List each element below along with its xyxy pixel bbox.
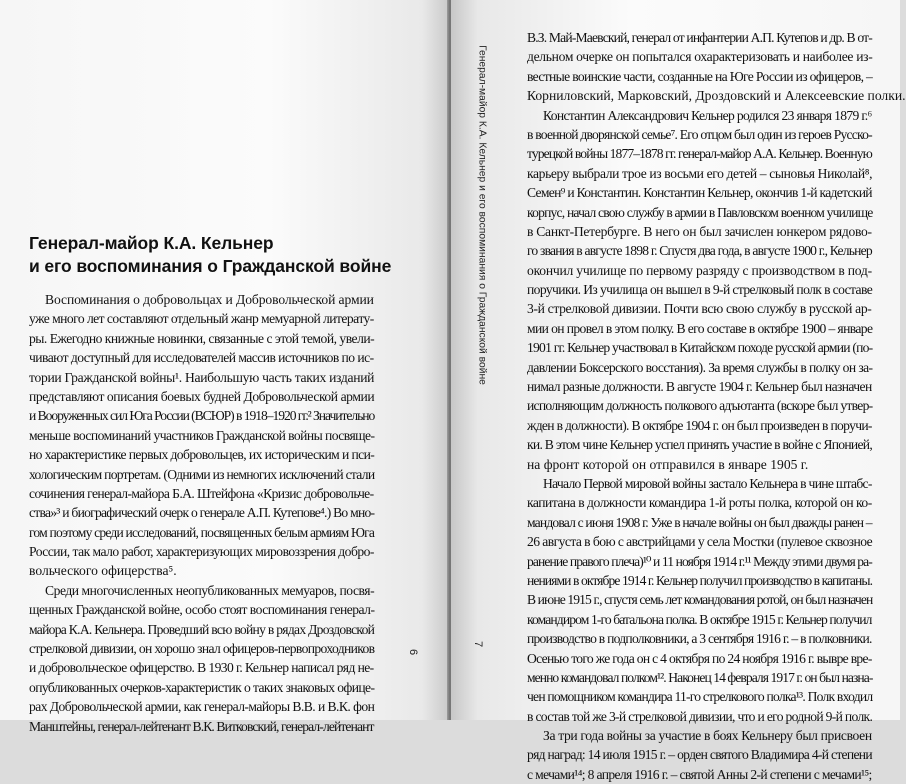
text-line: карьеру выбрали трое из восьми его детей – сыновья Николай⁸, xyxy=(527,165,873,181)
text-line: ства»³ и биографический очерк о генерале А.П. Кутепове⁴.) Во мно- xyxy=(29,505,375,521)
text-line: на фронт которой он отправился в январе 1905 г. xyxy=(527,456,809,472)
text-line: турецкой войны 1877–1878 гг. генерал-майор А.А. Кельнер. Военную xyxy=(527,146,872,162)
text-line: Константин Александрович Кельнер родился 23 января 1879 г.⁶ xyxy=(543,107,872,123)
page-number-left: 6 xyxy=(407,648,420,656)
text-line: чивают доступный для исследователей массив источников по ис- xyxy=(29,350,374,366)
text-line: В июне 1915 г., спустя семь лет командования ротой, он был назначен xyxy=(527,592,873,608)
text-line: командиром 1-го батальона полка. В октябре 1915 г. Кельнер получил xyxy=(527,611,872,627)
text-line: ранение правого плеча)¹⁰ и 11 ноября 1914 г.¹¹ Между этими двумя ра- xyxy=(527,553,872,569)
text-line: мандовал с июня 1908 г. Уже в начале войны он был дважды ранен – xyxy=(527,514,872,530)
text-line: Семен⁹ и Константин. Константин Кельнер, окончив 1-й кадетский xyxy=(527,185,872,201)
left-page xyxy=(0,0,449,734)
chapter-heading-line-2: и его воспоминания о Гражданской войне xyxy=(29,256,392,276)
running-head xyxy=(475,45,489,385)
text-line: менно командовал полком¹². Наконец 14 февраля 1917 г. он был назна- xyxy=(527,669,873,685)
text-line: нимал разные должности. В августе 1904 г. Кельнер был назначен xyxy=(527,379,872,395)
text-line: Корниловский, Марковский, Дроздовский и Алексеевские полки. xyxy=(527,88,906,104)
text-line: и добровольческое офицерство. В 1930 г. Кельнер написал ряд не- xyxy=(29,660,374,676)
text-line: тории Гражданской войны¹. Наибольшую часть таких изданий xyxy=(29,369,375,385)
text-line: окончил училище по первому разряду с производством в под- xyxy=(527,262,872,278)
text-line: В.З. Май-Маевский, генерал от инфантерии А.П. Кутепов и др. В от- xyxy=(527,30,872,45)
text-line: мии он провел в этом полку. В его составе в октябре 1900 – январе xyxy=(527,320,873,336)
text-line: меньше воспоминаний участников Гражданской войны посвяще- xyxy=(29,427,375,443)
text-line: За три года войны за участие в боях Кельнеру был присвоен xyxy=(543,728,872,744)
text-line: вольческого офицерства⁵. xyxy=(29,563,177,579)
text-line: Воспоминания о добровольцах и Добровольческой армии xyxy=(45,292,374,307)
text-line: ки. В этом чине Кельнер успел принять участие в войне с Японией, xyxy=(527,437,872,453)
text-line: гом поэтому среди исследований, посвященных белым армиям Юга xyxy=(29,524,375,540)
right-page xyxy=(451,0,906,782)
text-line: рах Добровольческой армии, как генерал-майоры В.В. и В.К. фон xyxy=(29,699,375,715)
text-line: уже много лет составляют отдельный жанр мемуарной литерату- xyxy=(29,311,374,327)
text-line: капитана в должности командира 1-й роты полка, которой он ко- xyxy=(527,495,872,511)
text-line: с мечами¹⁴; 8 апреля 1916 г. – святой Анны 2-й степени с мечами¹⁵; xyxy=(527,766,872,782)
text-line: 1901 гг. Кельнер участвовал в Китайском походе русской армии (по- xyxy=(527,340,873,356)
text-line: дельном очерке он попытался охарактеризовать и наиболее из- xyxy=(527,49,873,65)
text-line: в Санкт-Петербурге. В него он был зачислен юнкером рядово- xyxy=(527,223,872,239)
chapter-heading xyxy=(29,232,429,278)
text-line: ряд наград: 14 июля 1915 г. – орден святого Владимира 4-й степени xyxy=(527,747,872,763)
text-line: опубликованных очерков-характеристик о таких знаковых офице- xyxy=(29,679,375,695)
right-page-body xyxy=(527,28,906,784)
text-line: в состав той же 3-й стрелковой дивизии, что и его родной 9-й полк. xyxy=(527,708,873,724)
running-head-text: Генерал-майор К.А. Кельнер и его воспоминания о Гражданской войне xyxy=(476,45,488,385)
text-line: майора К.А. Кельнера. Проведший всю войну в рядах Дроздовской xyxy=(29,621,375,637)
text-line: жден в должности). В октябре 1904 г. он был произведен в поручи- xyxy=(527,417,872,433)
text-line: исполняющим должность полкового адъютанта (вскоре был утвер- xyxy=(527,398,873,414)
text-line: хологическим портретам. (Одними из немногих исключений стали xyxy=(29,466,375,482)
text-line: представляют описания боевых будней Добровольческой армии xyxy=(29,388,375,404)
left-page-body xyxy=(29,290,374,736)
text-line: Манштейны, генерал-лейтенант В.К. Витковский, генерал-лейтенант xyxy=(29,718,374,734)
text-line: Среди многочисленных неопубликованных мемуаров, посвя- xyxy=(45,582,375,598)
text-line: го звания в августе 1898 г. Спустя два года, в августе 1900 г., Кельнер xyxy=(527,243,872,259)
text-line: вестные воинские части, созданные на Юге России из офицеров, – xyxy=(527,68,873,84)
text-line: в военной дворянской семье⁷. Его отцом был один из героев Русско- xyxy=(527,126,872,142)
text-line: России, так мало работ, характеризующих мировоззрения добро- xyxy=(29,544,374,560)
text-line: чен помощником командира 11-го стрелкового полка¹³. Полк входил xyxy=(527,689,873,705)
text-line: 3-й стрелковой дивизии. Почти всю свою службу в русской ар- xyxy=(527,301,872,317)
text-line: Осенью того же года он с 4 октября по 24 ноября 1916 г. вывре вре- xyxy=(527,650,872,666)
page-number-right: 7 xyxy=(472,640,485,648)
text-line: стрелковой дивизии, он хорошо знал офицеров-первопроходников xyxy=(29,641,375,657)
text-line: сочинения генерал-майора Б.А. Штейфона «Кризис добровольче- xyxy=(29,485,374,501)
text-line: и Вооруженных сил Юга России (ВСЮР) в 1918–1920 гг.² Значительно xyxy=(29,408,375,424)
text-line: корпус, начал свою службу в армии в Павловском военном училище xyxy=(527,204,873,220)
text-line: но характеристике первых добровольцев, их историческим и пси- xyxy=(29,447,375,463)
text-line: поручики. Из училища он вышел в 9-й стрелковый полк в составе xyxy=(527,282,873,298)
chapter-heading-line-1: Генерал-майор К.А. Кельнер xyxy=(29,233,274,253)
text-line: давлении Боксерского восстания). За время службы в полку он за- xyxy=(527,359,873,375)
text-line: 26 августа в бою с австрийцами у села Мостки (пулевое сквозное xyxy=(527,534,873,550)
text-line: производство в подполковники, а 3 сентября 1916 г. – в полковники. xyxy=(527,631,872,647)
text-line: Начало Первой мировой войны застало Кельнера в чине штабс- xyxy=(543,475,872,491)
text-line: щенных Гражданской войне, особо стоят воспоминания генерал- xyxy=(29,602,375,618)
text-line: нениями в октябре 1914 г. Кельнер получил производство в капитаны. xyxy=(527,572,873,588)
text-line: ры. Ежегодно книжные новинки, связанные с этой темой, увели- xyxy=(29,330,375,346)
